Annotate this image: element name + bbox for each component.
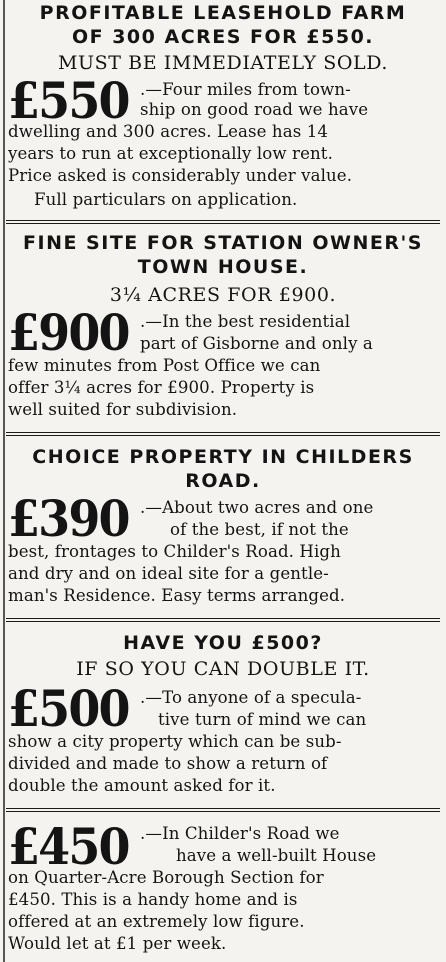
ad-body-line: well suited for subdivision.: [8, 400, 238, 419]
ad-body-line: on Quarter-Acre Borough Section for: [8, 868, 324, 887]
divider: [6, 618, 440, 622]
ad-body-line: .—In the best residential: [140, 312, 351, 331]
ad-subheading: 3¼ ACRES FOR £900.: [109, 284, 337, 306]
ad-body-line: .—In Childer's Road we: [140, 824, 340, 843]
ad-body-line: offer 3¼ acres for £900. Property is: [8, 378, 315, 397]
ad-price: £550: [8, 71, 129, 130]
ad-body-line: have a well-built House: [176, 846, 377, 865]
ad-body-line: best, frontages to Childer's Road. High: [8, 542, 341, 561]
ad-price: £500: [8, 679, 129, 738]
ad-body-line: years to run at exceptionally low rent.: [8, 144, 333, 163]
ad-subheading: MUST BE IMMEDIATELY SOLD.: [57, 52, 389, 74]
divider: [6, 432, 440, 436]
ad-body-line: and dry and on ideal site for a gentle-: [8, 564, 329, 583]
ad-body-line: Price asked is considerably under value.: [8, 166, 353, 185]
ad-body-line: show a city property which can be sub-: [8, 732, 342, 751]
ad-body-line: .—To anyone of a specula-: [140, 688, 362, 707]
ad-heading: FINE SITE FOR STATION OWNER'S: [23, 232, 423, 254]
ad-body-line: part of Gisborne and only a: [140, 334, 373, 353]
ad-body-line: .—About two acres and one: [140, 498, 374, 517]
ad-heading: OF 300 ACRES FOR £550.: [71, 26, 375, 48]
ad-price: £390: [8, 489, 129, 548]
ad-body-line: Full particulars on application.: [34, 190, 298, 209]
column-border: [3, 0, 5, 962]
ad-body-line: double the amount asked for it.: [8, 776, 276, 795]
ad-body-line: offered at an extremely low figure.: [8, 912, 305, 931]
ad-price: £450: [8, 817, 129, 876]
ad-body-line: Would let at £1 per week.: [8, 934, 227, 953]
ad-heading: CHOICE PROPERTY IN CHILDERS: [32, 446, 414, 468]
ad-body-line: .—Four miles from town-: [140, 80, 351, 99]
ad-body-line: divided and made to show a return of: [8, 754, 328, 773]
ad-price: £900: [8, 303, 129, 362]
ad-body-line: man's Residence. Easy terms arranged.: [8, 586, 346, 605]
ad-body-line: ship on good road we have: [140, 100, 369, 119]
ad-body-line: few minutes from Post Office we can: [8, 356, 321, 375]
ad-body-line: tive turn of mind we can: [158, 710, 367, 729]
ad-heading: PROFITABLE LEASEHOLD FARM: [39, 2, 407, 24]
ad-heading: ROAD.: [185, 470, 261, 492]
divider: [6, 808, 440, 812]
divider: [6, 220, 440, 224]
ad-subheading: IF SO YOU CAN DOUBLE IT.: [76, 658, 370, 680]
ad-body-line: of the best, if not the: [170, 520, 349, 539]
ad-heading: TOWN HOUSE.: [137, 256, 309, 278]
ad-body-line: dwelling and 300 acres. Lease has 14: [8, 122, 329, 141]
ad-heading: HAVE YOU £500?: [123, 632, 323, 654]
ad-body-line: £450. This is a handy home and is: [8, 890, 298, 909]
